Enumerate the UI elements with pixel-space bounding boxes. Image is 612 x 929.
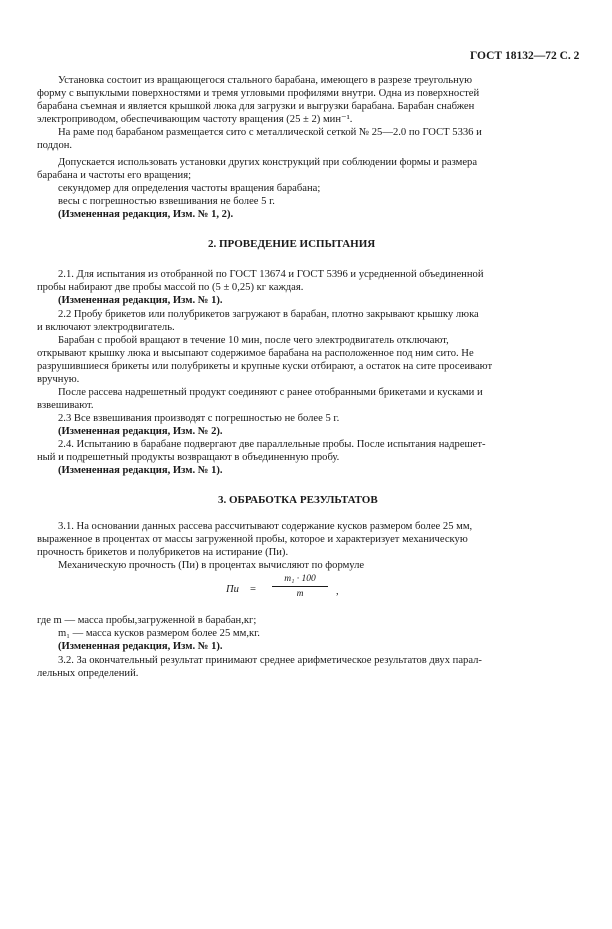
paragraph-line: барабана и частоты его вращения; bbox=[37, 170, 192, 181]
paragraph-line: Механическую прочность (Пи) в процентах вычисляют по формуле bbox=[58, 560, 365, 571]
paragraph-line: вручную. bbox=[37, 374, 80, 385]
paragraph-line: весы с погрешностью взвешивания не более 5 г. bbox=[58, 196, 275, 207]
formula-lhs: Пи bbox=[226, 584, 239, 595]
formula-fraction bbox=[266, 573, 334, 600]
paragraph-line: форму с выпуклыми поверхностями и тремя угловыми профилями внутри. Одна из поверхностей bbox=[37, 88, 480, 99]
page-header: ГОСТ 18132—72 С. 2 bbox=[470, 50, 580, 62]
formula-denominator: m bbox=[296, 589, 304, 599]
paragraph-line: 2.1. Для испытания из отобранной по ГОСТ 13674 и ГОСТ 5396 и усредненной объединенной bbox=[58, 269, 484, 280]
section-heading: 3. ОБРАБОТКА РЕЗУЛЬТАТОВ bbox=[218, 494, 378, 506]
edition-note: (Измененная редакция, Изм. № 1). bbox=[58, 295, 223, 306]
paragraph-line: Допускается использовать установки других конструкций при соблюдении формы и размера bbox=[58, 157, 478, 168]
paragraph-line: поддон. bbox=[37, 140, 73, 151]
paragraph-line: 3.1. На основании данных рассева рассчитывают содержание кусков размером более 25 мм, bbox=[58, 521, 473, 532]
fraction-bar bbox=[272, 586, 328, 587]
paragraph-line: 2.2 Пробу брикетов или полубрикетов загружают в барабан, плотно закрывают крышку люка bbox=[58, 309, 479, 320]
paragraph-line: электроприводом, обеспечивающим частоту вращения (25 ± 2) мин⁻¹. bbox=[37, 114, 353, 125]
paragraph-line: 2.4. Испытанию в барабане подвергают две параллельные пробы. После испытания надрешет- bbox=[58, 439, 486, 450]
edition-note: (Измененная редакция, Изм. № 1). bbox=[58, 641, 223, 652]
paragraph-line: ный и подрешетный продукты возвращают в объединенную пробу. bbox=[37, 452, 340, 463]
section-heading: 2. ПРОВЕДЕНИЕ ИСПЫТАНИЯ bbox=[208, 238, 376, 250]
edition-note: (Измененная редакция, Изм. № 2). bbox=[58, 426, 223, 437]
where-line: где m — масса пробы,загруженной в барабан,кг; bbox=[37, 615, 257, 626]
paragraph-line: На раме под барабаном размещается сито с металлической сеткой № 25—2.0 по ГОСТ 5336 и bbox=[58, 127, 482, 138]
edition-note: (Измененная редакция, Изм. № 1). bbox=[58, 465, 223, 476]
formula-equals: = bbox=[250, 584, 256, 595]
paragraph-line: прочность брикетов и полубрикетов на истирание (Пи). bbox=[37, 547, 289, 558]
paragraph-line: пробы набирают две пробы массой по (5 ± 0,25) кг каждая. bbox=[37, 282, 304, 293]
paragraph-line: 3.2. За окончательный результат принимают среднее арифметическое результатов двух парал- bbox=[58, 655, 482, 666]
formula-trail: , bbox=[336, 586, 339, 597]
paragraph-line: лельных определений. bbox=[37, 668, 139, 679]
paragraph-line: секундомер для определения частоты вращения барабана; bbox=[58, 183, 321, 194]
paragraph-line: барабана съемная и является крышкой люка для загрузки и выгрузки барабана. Барабан снабжен bbox=[37, 101, 475, 112]
paragraph-line: открывают крышку люка и высыпают содержимое барабана на расположенное под ним сито. Не bbox=[37, 348, 474, 359]
paragraph-line: Барабан с пробой вращают в течение 10 мин, после чего электродвигатель отключают, bbox=[58, 335, 449, 346]
strength-formula bbox=[226, 573, 356, 607]
paragraph-line: взвешивают. bbox=[37, 400, 94, 411]
paragraph-line: выраженное в процентах от массы загруженной пробы, которое и характеризует механическую bbox=[37, 534, 468, 545]
paragraph-line: Установка состоит из вращающегося стального барабана, имеющего в разрезе треугольную bbox=[58, 75, 473, 86]
paragraph-line: После рассева надрешетный продукт соединяют с ранее отобранными брикетами и кусками и bbox=[58, 387, 483, 398]
paragraph-line: разрушившиеся брикеты или полубрикеты и крупные куски отбирают, а остаток на сите просеивают bbox=[37, 361, 493, 372]
paragraph-line: 2.3 Все взвешивания производят с погрешностью не более 5 г. bbox=[58, 413, 340, 424]
paragraph-line: и включают электродвигатель. bbox=[37, 322, 175, 333]
formula-numerator: m₁ · 100 bbox=[284, 574, 316, 584]
where-line: m₁ — масса кусков размером более 25 мм,кг. bbox=[58, 628, 260, 639]
edition-note: (Измененная редакция, Изм. № 1, 2). bbox=[58, 209, 234, 220]
